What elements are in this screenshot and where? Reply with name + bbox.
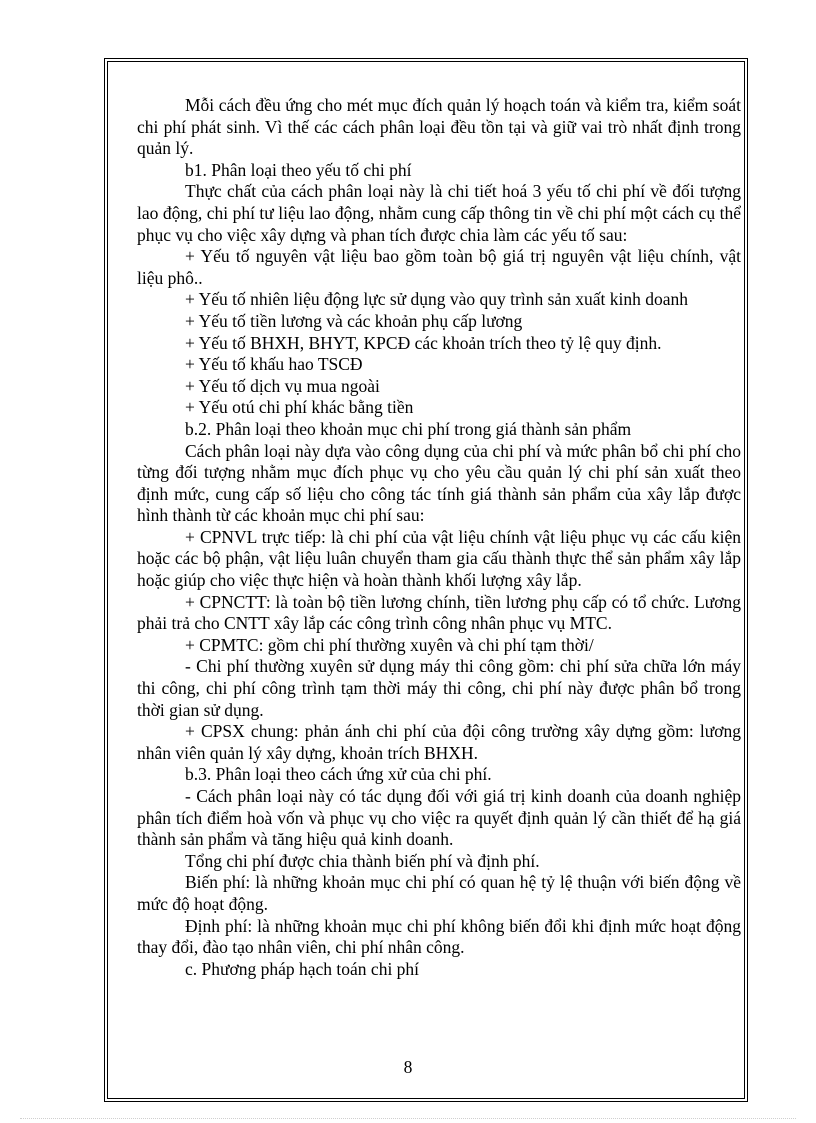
page-edge-divider — [20, 1118, 796, 1119]
list-item: + Yếu tố nguyên vật liệu bao gồm toàn bộ giá trị nguyên vật liệu chính, vật liệu phô.. — [137, 246, 741, 288]
list-item: + Yếu otú chi phí khác bằng tiền — [185, 397, 414, 418]
list-item: + CPNVL trực tiếp: là chi phí của vật liệu chính vật liệu phục vụ các cấu kiện hoặc các bộ phận, vật liệu luân chuyển tham gia cấu thành thực thể sản phẩm xây lắp hoặc giúp cho việc thực hiện và hoàn thành khối lượng xây lắp. — [137, 526, 741, 591]
page-number: 8 — [403, 1057, 413, 1077]
section-heading: c. Phương pháp hạch toán chi phí — [185, 958, 420, 979]
list-item: + CPNCTT: là toàn bộ tiền lương chính, tiền lương phụ cấp có tổ chức. Lương phải trả cho CNTT xây lắp các công trình công nhân phục vụ MTC. — [137, 591, 741, 634]
list-item: + Yếu tố khấu hao TSCĐ — [185, 354, 363, 375]
paragraph: Định phí: là những khoản mục chi phí không biến đổi khi định mức hoạt động thay đổi, đào tạo nhân viên, chi phí nhân công. — [137, 915, 741, 958]
paragraph: Tổng chi phí được chia thành biến phí và định phí. — [185, 850, 540, 871]
list-item: + CPSX chung: phản ánh chi phí của đội công trường xây dựng gồm: lương nhân viên quản lý xây dựng, khoản trích BHXH. — [137, 721, 741, 763]
paragraph: Cách phân loại này dựa vào công dụng của chi phí và mức phân bổ chi phí cho từng đối tượng nhằm mục đích phục vụ cho yêu cầu quản lý chi phí sản xuất theo định mức, cung cấp số liệu cho công tác tính giá thành sản phẩm của xây lắp được hình thành từ các khoản mục chi phí sau: — [137, 440, 741, 526]
document-body — [137, 95, 741, 980]
paragraph: Biến phí: là những khoản mục chi phí có quan hệ tỷ lệ thuận với biến động về mức độ hoạt động. — [137, 872, 741, 914]
section-heading: b.2. Phân loại theo khoản mục chi phí trong giá thành sản phẩm — [185, 418, 632, 439]
list-item: + CPMTC: gồm chi phí thường xuyên và chi phí tạm thời/ — [185, 634, 594, 655]
list-item: - Chi phí thường xuyên sử dụng máy thi công gồm: chi phí sửa chữa lớn máy thi công, chi phí công trình tạm thời máy thi công, chi phí này được phân bổ trong thời gian sử dụng. — [137, 656, 741, 720]
list-item: + Yếu tố tiền lương và các khoản phụ cấp lương — [185, 310, 523, 331]
paragraph: - Cách phân loại này có tác dụng đối với giá trị kinh doanh của doanh nghiệp phân tích điểm hoà vốn và phục vụ cho việc ra quyết định quản lý cần thiết để hạ giá thành sản phẩm và tăng hiệu quả kinh doanh. — [137, 786, 741, 850]
list-item: + Yếu tố nhiên liệu động lực sử dụng vào quy trình sản xuất kinh doanh — [185, 289, 689, 310]
list-item: + Yếu tố BHXH, BHYT, KPCĐ các khoản trích theo tỷ lệ quy định. — [185, 332, 662, 353]
list-item: + Yếu tố dịch vụ mua ngoài — [185, 375, 380, 396]
section-heading: b1. Phân loại theo yếu tố chi phí — [185, 159, 412, 180]
paragraph: Mỗi cách đều ứng cho mét mục đích quản lý hoạch toán và kiểm tra, kiểm soát chi phí phát sinh. Vì thế các cách phân loại đều tồn tại và giữ vai trò nhất định trong quản lý. — [137, 95, 741, 159]
section-heading: b.3. Phân loại theo cách ứng xử của chi phí. — [185, 764, 492, 785]
paragraph: Thực chất của cách phân loại này là chi tiết hoá 3 yếu tố chi phí về đối tượng lao động, chi phí tư liệu lao động, nhằm cung cấp thông tin về chi phí một cách cụ thể phục vụ cho việc xây dựng và phan tích được chia làm các yếu tố sau: — [137, 181, 741, 245]
